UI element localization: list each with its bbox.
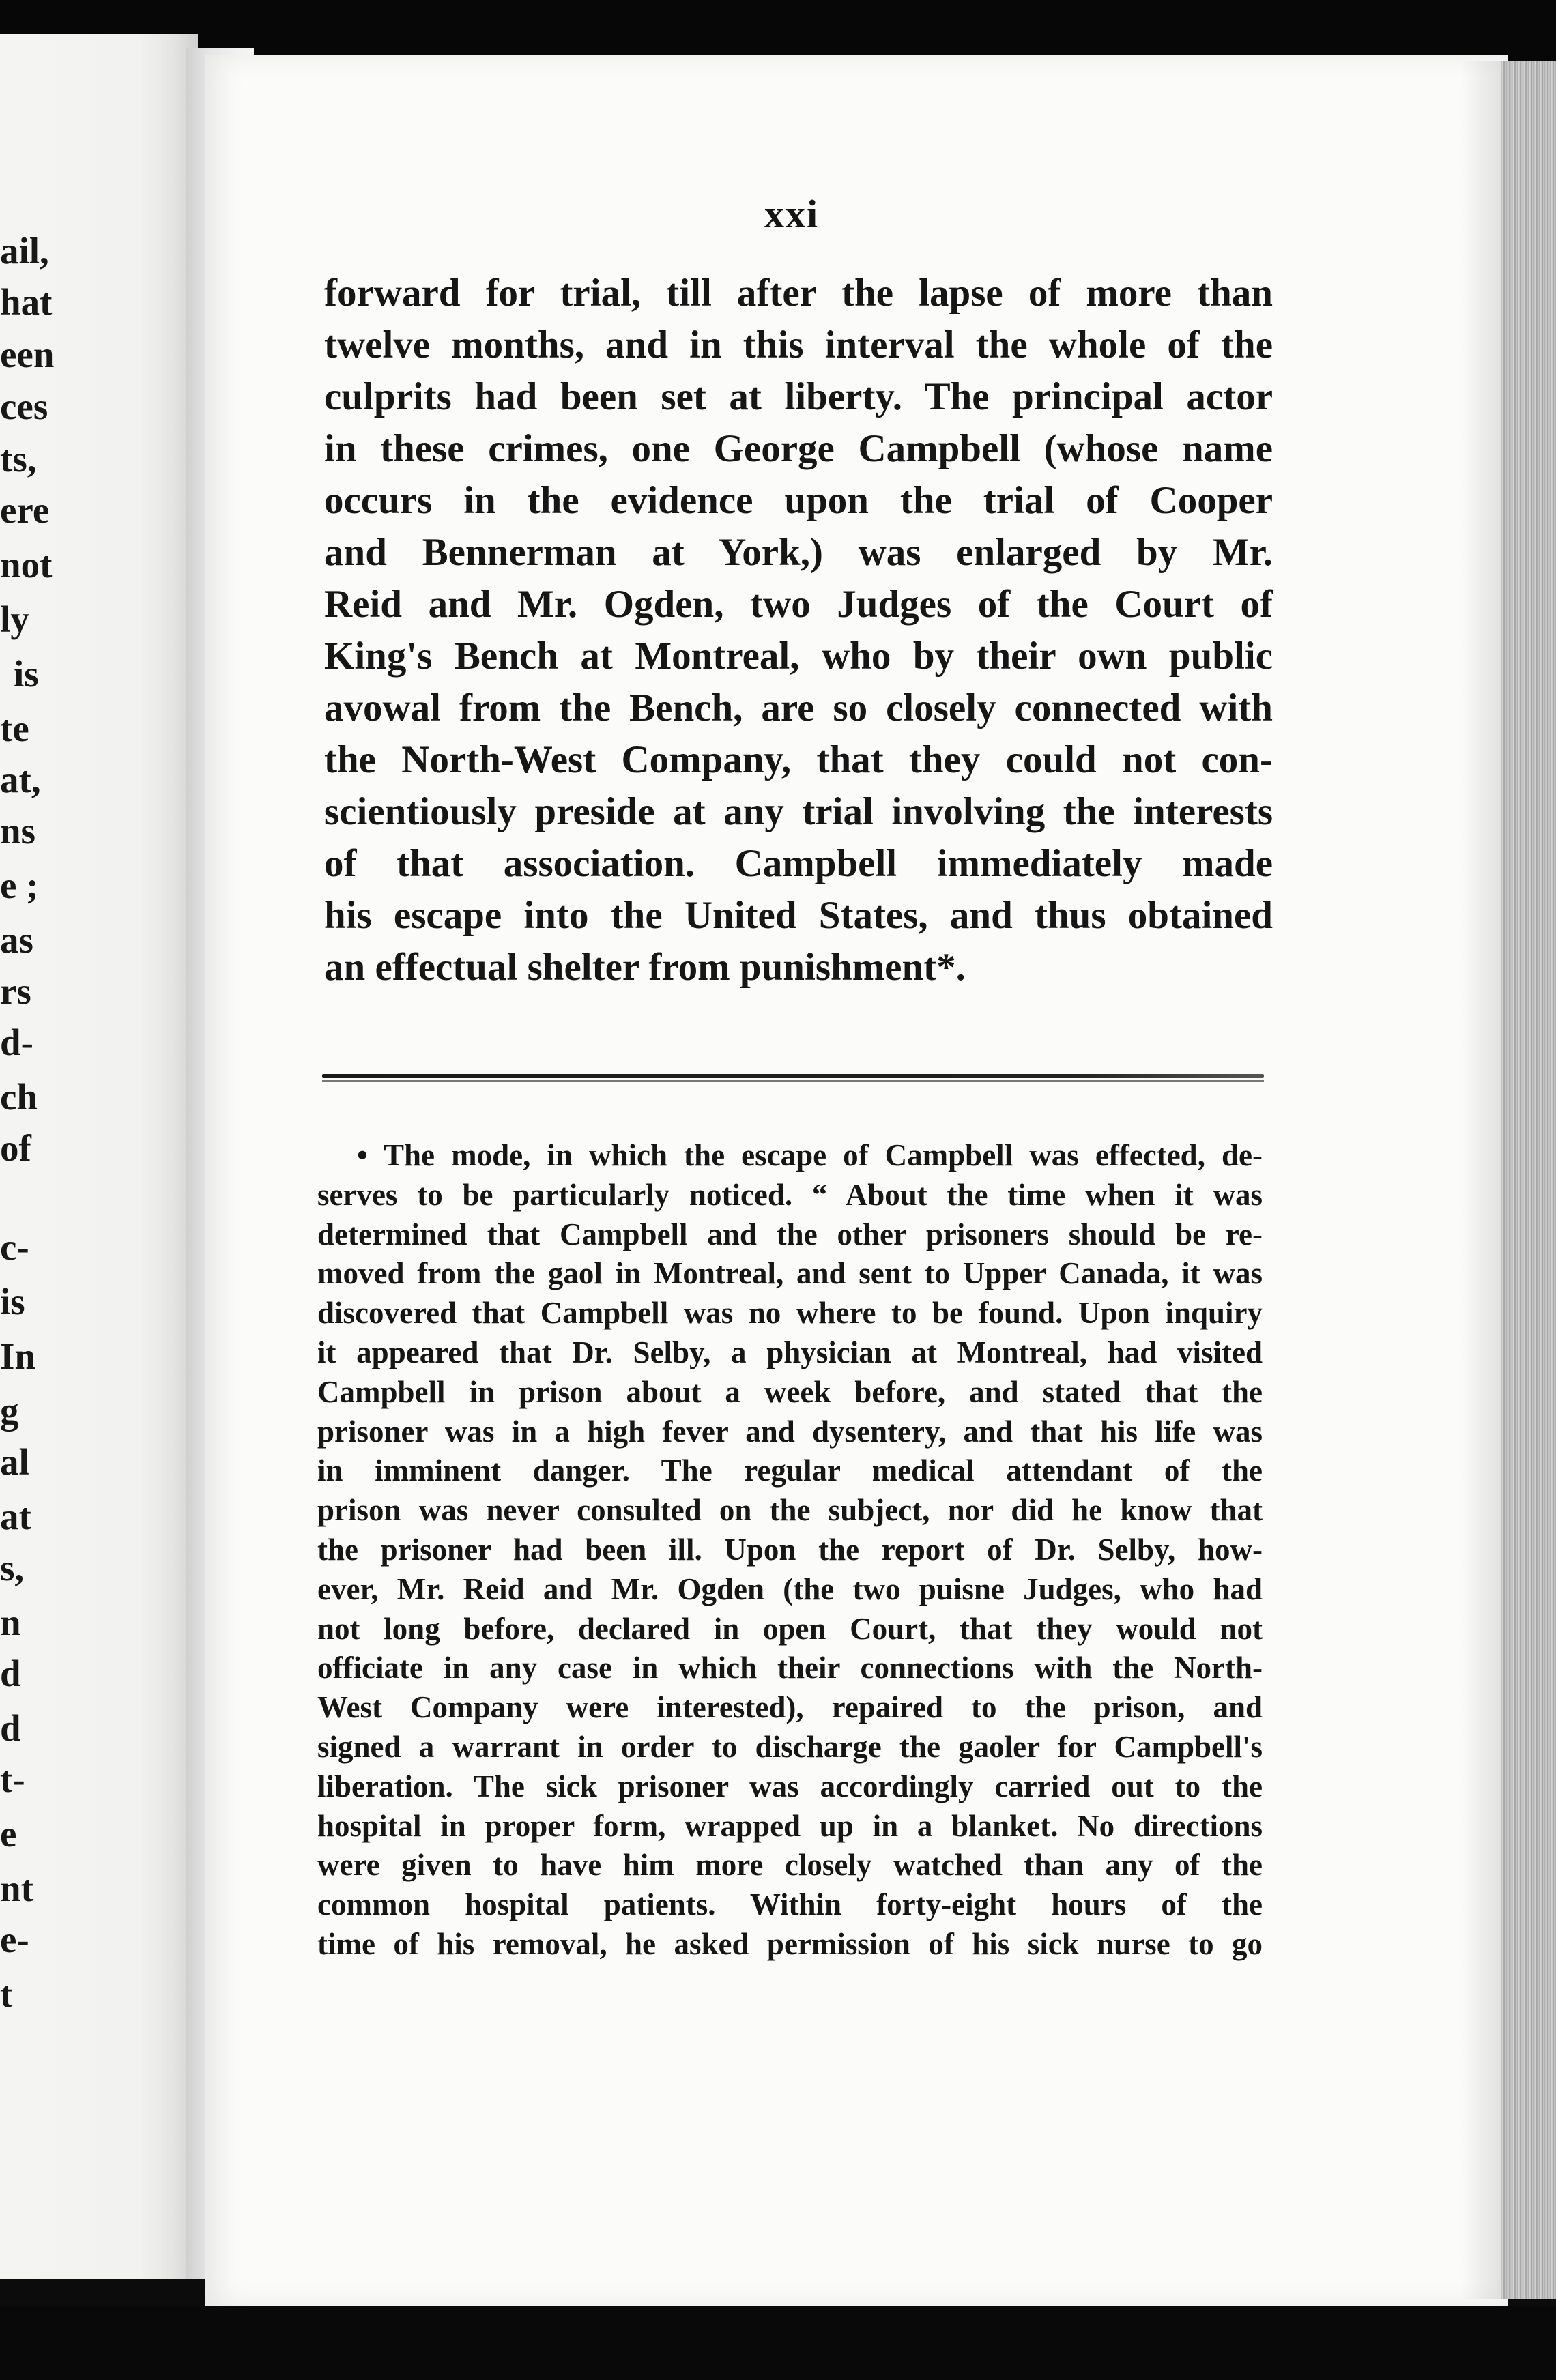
body-line: culprits had been set at liberty. The principal actor [324,375,1273,418]
previous-page-text-fragment: ch [0,1076,38,1118]
footnote-line: signed a warrant in order to discharge the gaoler for Campbell's [317,1729,1263,1764]
body-line: his escape into the United States, and thus obtained [324,894,1273,937]
footnote-line: in imminent danger. The regular medical attendant of the [317,1453,1263,1488]
footnote-separator-rule [322,1074,1264,1078]
footnote-line: hospital in proper form, wrapped up in a blanket. No directions [317,1808,1263,1843]
previous-page-text-fragment: at, [0,759,41,800]
footnote-line: • The mode, in which the escape of Campbell was effected, de- [357,1138,1263,1172]
previous-page-text-fragment: n [0,1601,21,1643]
footnote-line: were given to have him more closely watched than any of the [317,1848,1263,1883]
previous-page-text-fragment: s, [0,1547,25,1588]
previous-page-text-fragment: t [0,1973,13,2015]
previous-page-text-fragment: is [14,653,39,695]
body-line: King's Bench at Montreal, who by their own public [324,635,1273,678]
previous-page-text-fragment: of [0,1127,31,1169]
body-line: and Bennerman at York,) was enlarged by Mr. [324,531,1273,574]
previous-page-text-fragment: ere [0,489,50,531]
body-line: avowal from the Bench, are so closely connected with [324,686,1273,729]
previous-page-text-fragment: d- [0,1021,33,1063]
previous-page-text-fragment: e [0,1813,17,1855]
previous-page-text-fragment: is [0,1281,25,1322]
body-line: occurs in the evidence upon the trial of Cooper [324,479,1273,522]
previous-page-text-fragment: ns [0,810,35,852]
body-line: the North-West Company, that they could not con- [324,738,1273,781]
previous-page-text-fragment: e- [0,1919,29,1960]
footnote-line: serves to be particularly noticed. “ About the time when it was [317,1177,1263,1212]
footnote-line: liberation. The sick prisoner was accordingly carried out to the [317,1769,1263,1803]
footnote-line: not long before, declared in open Court, that they would not [317,1611,1263,1646]
footnote-line: ever, Mr. Reid and Mr. Ogden (the two puisne Judges, who had [317,1571,1263,1606]
footnote-block [317,1136,1263,1964]
scan-bottom-border [0,2306,1556,2380]
body-line: of that association. Campbell immediately made [324,842,1273,885]
previous-page-text-fragment: ail, [0,230,49,272]
previous-page-text-fragment: g [0,1390,19,1432]
footnote-line: determined that Campbell and the other prisoners should be re- [317,1217,1263,1251]
previous-page-text-fragment: not [0,544,53,585]
previous-page-text-fragment: at [0,1496,31,1537]
footnote-line: common hospital patients. Within forty-eight hours of the [317,1887,1263,1922]
previous-page-text-fragment: In [0,1335,35,1377]
page-stack-edge [1501,61,1556,2299]
previous-page-text-fragment: as [0,919,33,961]
footnote-separator-underline [322,1080,1264,1082]
footnote-line: moved from the gaol in Montreal, and sent to Upper Canada, it was [317,1256,1263,1291]
previous-page-text-fragment: t- [0,1758,25,1800]
body-line: scientiously preside at any trial involving the interests [324,790,1273,833]
previous-page-text-fragment: te [0,708,29,749]
previous-page-text-fragment: een [0,334,55,375]
previous-page-text-fragment: e ; [0,865,39,906]
footnote-line: officiate in any case in which their connections with the North- [317,1651,1263,1685]
footnote-line: prisoner was in a high fever and dysentery, and that his life was [317,1414,1263,1449]
previous-page-text-fragment: rs [0,970,31,1012]
page-number: xxi [764,192,820,236]
previous-page-text-fragment: hat [0,281,53,323]
previous-page-edge [0,34,198,2279]
previous-page-text-fragment: nt [0,1868,33,1909]
previous-page-text-fragment: c- [0,1226,29,1268]
previous-page-text-fragment: ts, [0,438,37,480]
footnote-line: time of his removal, he asked permission of his sick nurse to go [317,1926,1263,1961]
body-line: in these crimes, one George Campbell (whose name [324,427,1273,470]
previous-page-text-fragment: d [0,1653,21,1694]
footnote-line: Campbell in prison about a week before, and stated that the [317,1374,1263,1409]
body-line: twelve months, and in this interval the whole of the [324,323,1273,366]
body-line: an effectual shelter from punishment*. [324,946,966,989]
footnote-line: prison was never consulted on the subject, nor did he know that [317,1493,1263,1528]
footnote-line: it appeared that Dr. Selby, a physician at Montreal, had visited [317,1335,1263,1369]
previous-page-text-fragment: al [0,1441,29,1483]
previous-page-text-fragment: ly [0,598,29,640]
footnote-line: discovered that Campbell was no where to be found. Upon inquiry [317,1296,1263,1331]
previous-page-text-fragment: ces [0,386,48,427]
body-line: Reid and Mr. Ogden, two Judges of the Court of [324,583,1273,626]
main-text-block [324,267,1273,993]
footnote-line: the prisoner had been ill. Upon the report of Dr. Selby, how- [317,1532,1263,1567]
previous-page-text-fragment: d [0,1707,21,1749]
body-line: forward for trial, till after the lapse of more than [324,272,1273,315]
footnote-line: West Company were interested), repaired to the prison, and [317,1690,1263,1725]
